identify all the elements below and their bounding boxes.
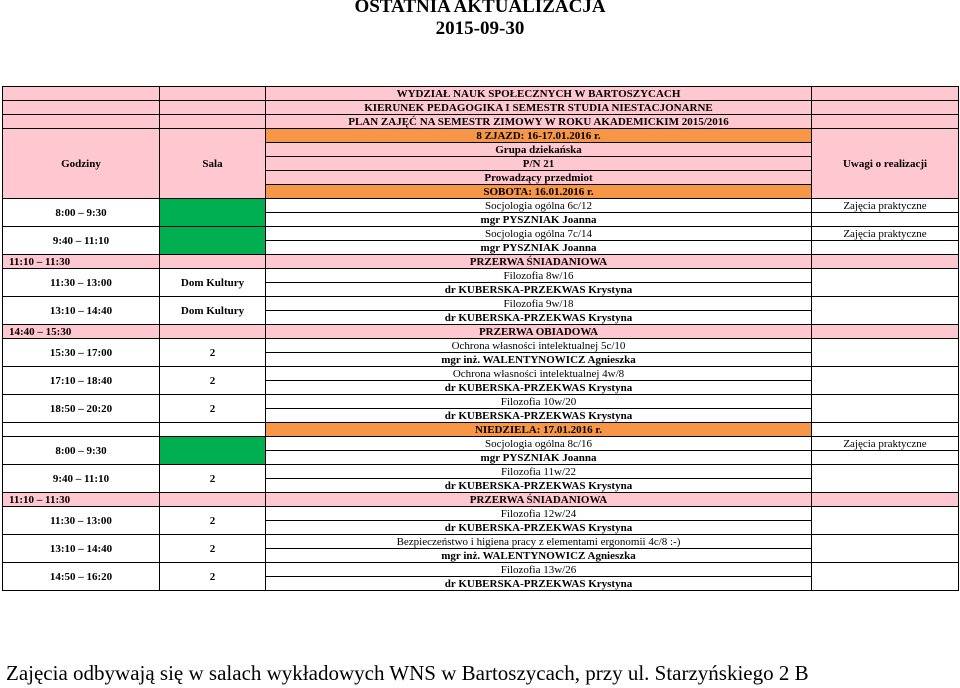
column-header-hours: Godziny	[3, 129, 160, 199]
teacher-cell: mgr PYSZNIAK Joanna	[266, 241, 812, 255]
header-row	[3, 129, 959, 143]
time-cell: 18:50 – 20:20	[3, 395, 160, 423]
teacher-cell: mgr PYSZNIAK Joanna	[266, 213, 812, 227]
teacher-cell: dr KUBERSKA-PRZEKWAS Krystyna	[266, 479, 812, 493]
table-row	[3, 199, 959, 213]
update-date: 2015-09-30	[435, 18, 525, 39]
break-row	[3, 255, 959, 269]
subject-cell: Socjologia ogólna 8c/16	[266, 437, 812, 451]
teacher-cell: dr KUBERSKA-PRZEKWAS Krystyna	[266, 577, 812, 591]
room-cell: 2	[160, 563, 266, 591]
time-cell: 17:10 – 18:40	[3, 367, 160, 395]
subject-cell: Filozofia 11w/22	[266, 465, 812, 479]
room-cell: Dom Kultury	[160, 297, 266, 325]
faculty-name: WYDZIAŁ NAUK SPOŁECZNYCH W BARTOSZYCACH	[266, 87, 812, 101]
time-cell: 9:40 – 11:10	[3, 465, 160, 493]
table-row	[3, 563, 959, 577]
program-name: KIERUNEK PEDAGOGIKA I SEMESTR STUDIA NIESTACJONARNE	[266, 101, 812, 115]
teacher-cell: mgr inż. WALENTYNOWICZ Agnieszka	[266, 353, 812, 367]
table-row	[3, 297, 959, 311]
teacher-cell: mgr inż. WALENTYNOWICZ Agnieszka	[266, 549, 812, 563]
break-label: PRZERWA OBIADOWA	[266, 325, 812, 339]
break-row	[3, 325, 959, 339]
table-row	[3, 535, 959, 549]
note-cell	[812, 465, 959, 493]
subject-cell: Filozofia 9w/18	[266, 297, 812, 311]
subject-cell: Socjologia ogólna 6c/12	[266, 199, 812, 213]
table-row	[3, 437, 959, 451]
table-row	[3, 507, 959, 521]
table-row	[3, 269, 959, 283]
subject-cell: Ochrona własności intelektualnej 4w/8	[266, 367, 812, 381]
note-cell: Zajęcia praktyczne	[812, 227, 959, 241]
group-code: P/N 21	[266, 157, 812, 171]
footer-note: Zajęcia odbywają się w salach wykładowych WNS w Bartoszycach, przy ul. Starzyńskiego 2 B	[6, 661, 809, 685]
note-cell: Zajęcia praktyczne	[812, 437, 959, 451]
time-cell: 14:50 – 16:20	[3, 563, 160, 591]
plan-name: PLAN ZAJĘĆ NA SEMESTR ZIMOWY W ROKU AKADEMICKIM 2015/2016	[266, 115, 812, 129]
teacher-label: Prowadzący przedmiot	[266, 171, 812, 185]
room-cell	[160, 437, 266, 465]
banner-row	[3, 101, 959, 115]
teacher-cell: dr KUBERSKA-PRZEKWAS Krystyna	[266, 521, 812, 535]
subject-cell: Ochrona własności intelektualnej 5c/10	[266, 339, 812, 353]
time-cell: 8:00 – 9:30	[3, 199, 160, 227]
time-cell: 14:40 – 15:30	[3, 325, 160, 339]
sunday-date: NIEDZIELA: 17.01.2016 r.	[266, 423, 812, 437]
note-cell	[812, 563, 959, 591]
room-cell: 2	[160, 395, 266, 423]
time-cell: 11:30 – 13:00	[3, 507, 160, 535]
banner-row	[3, 115, 959, 129]
room-cell: 2	[160, 465, 266, 493]
session-dates: 8 ZJAZD: 16-17.01.2016 r.	[266, 129, 812, 143]
room-cell: 2	[160, 367, 266, 395]
table-row	[3, 395, 959, 409]
time-cell: 9:40 – 11:10	[3, 227, 160, 255]
teacher-cell: mgr PYSZNIAK Joanna	[266, 451, 812, 465]
room-cell: 2	[160, 535, 266, 563]
room-cell: 2	[160, 339, 266, 367]
teacher-cell: dr KUBERSKA-PRZEKWAS Krystyna	[266, 409, 812, 423]
teacher-cell: dr KUBERSKA-PRZEKWAS Krystyna	[266, 381, 812, 395]
teacher-cell: dr KUBERSKA-PRZEKWAS Krystyna	[266, 311, 812, 325]
table-row	[3, 465, 959, 479]
table-row	[3, 339, 959, 353]
day-row	[3, 423, 959, 437]
room-cell: Dom Kultury	[160, 269, 266, 297]
subject-cell: Filozofia 13w/26	[266, 563, 812, 577]
saturday-date: SOBOTA: 16.01.2016 r.	[266, 185, 812, 199]
group-label: Grupa dziekańska	[266, 143, 812, 157]
subject-cell: Filozofia 8w/16	[266, 269, 812, 283]
note-cell	[812, 535, 959, 563]
note-cell	[812, 297, 959, 325]
schedule-table	[2, 86, 959, 591]
teacher-cell: dr KUBERSKA-PRZEKWAS Krystyna	[266, 283, 812, 297]
time-cell: 13:10 – 14:40	[3, 535, 160, 563]
note-cell: Zajęcia praktyczne	[812, 199, 959, 213]
table-row	[3, 227, 959, 241]
time-cell: 11:10 – 11:30	[3, 255, 160, 269]
subject-cell: Filozofia 10w/20	[266, 395, 812, 409]
column-header-notes: Uwagi o realizacji	[812, 129, 959, 199]
note-cell	[812, 367, 959, 395]
room-cell	[160, 227, 266, 255]
break-label: PRZERWA ŚNIADANIOWA	[266, 493, 812, 507]
room-cell: 2	[160, 507, 266, 535]
column-header-room: Sala	[160, 129, 266, 199]
banner-row	[3, 87, 959, 101]
time-cell: 15:30 – 17:00	[3, 339, 160, 367]
room-cell	[160, 199, 266, 227]
table-row	[3, 367, 959, 381]
time-cell: 11:30 – 13:00	[3, 269, 160, 297]
note-cell	[812, 395, 959, 423]
time-cell: 8:00 – 9:30	[3, 437, 160, 465]
subject-cell: Socjologia ogólna 7c/14	[266, 227, 812, 241]
subject-cell: Bezpieczeństwo i higiena pracy z elementami ergonomii 4c/8 :-)	[266, 535, 812, 549]
note-cell	[812, 507, 959, 535]
subject-cell: Filozofia 12w/24	[266, 507, 812, 521]
break-row	[3, 493, 959, 507]
time-cell: 11:10 – 11:30	[3, 493, 160, 507]
page-title: OSTATNIA AKTUALIZACJA	[354, 0, 606, 17]
note-cell	[812, 269, 959, 297]
note-cell	[812, 339, 959, 367]
break-label: PRZERWA ŚNIADANIOWA	[266, 255, 812, 269]
time-cell: 13:10 – 14:40	[3, 297, 160, 325]
